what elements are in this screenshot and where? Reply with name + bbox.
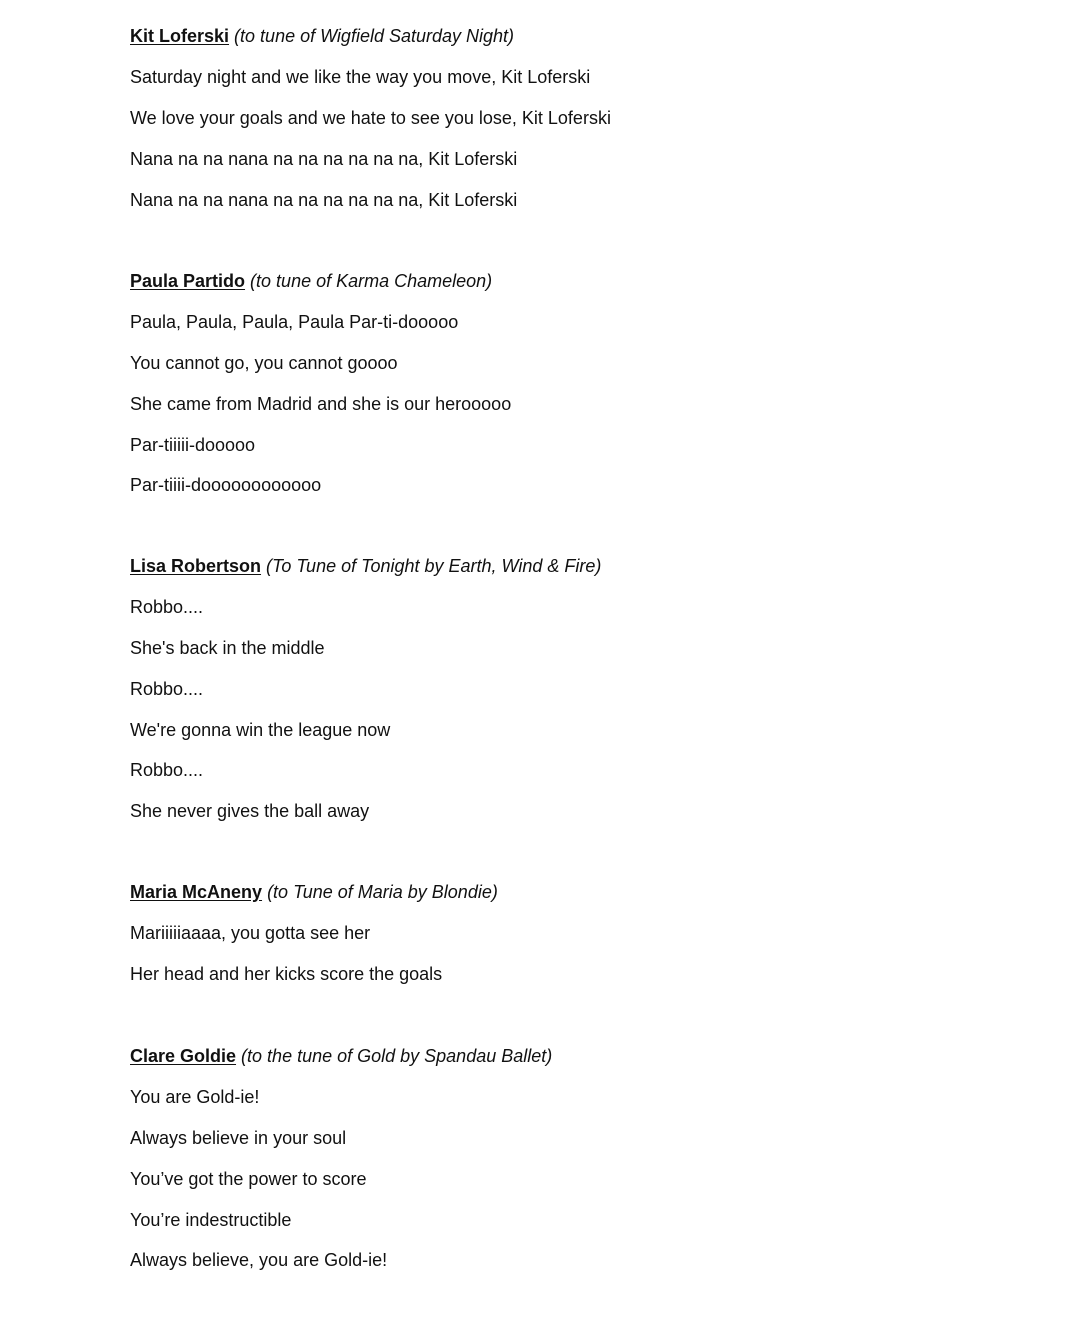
lyric-line: Robbo.... (130, 596, 204, 617)
lyric-line: You are Gold-ie! (130, 1086, 260, 1107)
player-name: Paula Partido (130, 271, 246, 291)
lyric-line: Robbo.... (130, 760, 204, 781)
lyric-line: Paula, Paula, Paula, Paula Par-ti-dooooo (130, 311, 459, 332)
lyric-line: Saturday night and we like the way you move, Kit Loferski (130, 66, 591, 87)
tune-note: (to tune of Wigfield Saturday Night) (234, 26, 515, 46)
tune-note: (to the tune of Gold by Spandau Ballet) (241, 1046, 553, 1066)
lyric-line: Par-tiiii-doooooooooooo (130, 475, 322, 496)
lyric-line: Always believe, you are Gold-ie! (130, 1250, 388, 1271)
lyric-line: You’re indestructible (130, 1209, 292, 1230)
lyric-line: Nana na na nana na na na na na na, Kit Loferski (130, 148, 518, 169)
song-heading (130, 881, 498, 903)
lyric-line: Nana na na nana na na na na na na, Kit Loferski (130, 189, 518, 210)
lyric-line: She came from Madrid and she is our herooooo (130, 393, 512, 414)
player-name: Maria McAneny (130, 882, 263, 902)
lyric-line: Always believe in your soul (130, 1127, 347, 1148)
tune-note: (to tune of Karma Chameleon) (250, 271, 493, 291)
song-heading (130, 555, 601, 577)
lyric-line: Her head and her kicks score the goals (130, 963, 443, 984)
lyric-line: You’ve got the power to score (130, 1168, 367, 1189)
song-maria-mcaneny (130, 881, 498, 1004)
lyric-line: Par-tiiiii-dooooo (130, 434, 256, 455)
song-heading (130, 25, 611, 47)
song-heading (130, 1045, 552, 1067)
song-clare-goldie (130, 1045, 552, 1290)
song-lisa-robertson (130, 555, 601, 841)
song-heading (130, 270, 511, 292)
song-kit-loferski (130, 25, 611, 229)
tune-note: (To Tune of Tonight by Earth, Wind & Fire) (266, 556, 602, 576)
lyric-line: Robbo.... (130, 678, 204, 699)
player-name: Kit Loferski (130, 26, 230, 46)
lyric-line: You cannot go, you cannot goooo (130, 352, 398, 373)
lyric-line: Mariiiiiaaaa, you gotta see her (130, 922, 371, 943)
lyric-line: She never gives the ball away (130, 801, 370, 822)
player-name: Clare Goldie (130, 1046, 237, 1066)
player-name: Lisa Robertson (130, 556, 262, 576)
lyric-line: We're gonna win the league now (130, 719, 391, 740)
song-paula-partido (130, 270, 511, 515)
lyric-line: She's back in the middle (130, 637, 325, 658)
tune-note: (to Tune of Maria by Blondie) (267, 882, 498, 902)
lyric-line: We love your goals and we hate to see you lose, Kit Loferski (130, 107, 611, 128)
